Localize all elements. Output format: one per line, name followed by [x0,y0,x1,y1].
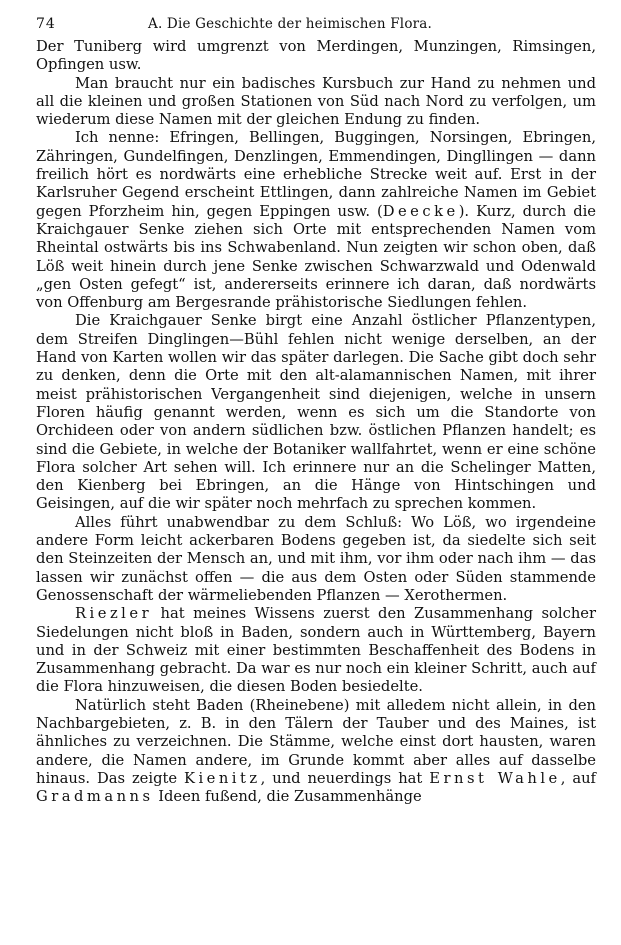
paragraph [36,514,596,605]
paragraph [36,75,596,130]
spaced-name: Ernst Wahle [429,769,561,787]
text-segment: Alles führt unabwendbar zu dem Schluß: Wo Löß, wo irgendeine andere Form leicht ackerbaren Bodens gegeben ist, da siedelte sich seit den Steinzeiten der Mensch an, und mit ihm, vor ihm oder nach ihm — das lassen wir zunächst offen — die aus dem Osten oder Süden stammende Genossenschaft der wärmeliebenden Pflanzen — Xerothermen. [36,513,596,604]
text-segment: Natürlich steht Baden (Rheinebene) mit alledem nicht allein, in den Nachbargebieten, z. B. in den Tälern der Tauber und des Maines, ist ähnliches zu verzeichnen. Die Stämme, welche einst dort hausten, waren andere, die Namen andere, im Grunde kommt aber alles auf dasselbe hinaus. Das zeigte [36,696,596,787]
page-number: 74 [36,16,56,32]
paragraph [36,697,596,807]
text-segment: Der Tuniberg wird umgrenzt von Merdingen, Munzingen, Rimsingen, Opfingen usw. [36,38,596,74]
text-segment: Ich nenne: Efringen, Bellingen, Buggingen, Norsingen, Ebringen, Zähringen, Gundelfingen, Denzlingen, Emmendingen, Dingllingen — dann freilich hört es nordwärts eine erhebliche Strecke weit auf. Erst in der Karlsruher Gegend erscheint Ettlingen, dann zahlreiche Namen im Gebiet gegen Pforzheim hin, gegen Eppingen usw. ( [36,129,596,220]
text-segment: ). Kurz, durch die Kraichgauer Senke ziehen sich Orte mit entsprechenden Namen vom Rheintal ostwärts bis ins Schwabenland. Nun zeigten wir schon oben, daß Löß weit hinein durch jene Senke zwischen Schwarzwald und Odenwald „gen Osten gefegt“ ist, andererseits erinnere ich daran, daß nordwärts von Offenburg am Bergesrande prähistorische Siedlungen fehlen. [36,202,596,312]
body-text [36,38,596,806]
spaced-name: Deecke [382,202,459,220]
paragraph [36,605,596,696]
text-segment: , auf [560,769,596,787]
running-title: A. Die Geschichte der heimischen Flora. [148,16,433,32]
paragraph [36,38,596,75]
page [36,12,596,806]
spaced-name: Riezler [75,605,153,623]
spaced-name: Gradmanns [36,788,154,806]
text-segment: Die Kraichgauer Senke birgt eine Anzahl östlicher Pflanzentypen, dem Streifen Dinglingen—Bühl fehlen nicht wenige derselben, an der Hand von Karten wollen wir das später darlegen. Die Sache gibt doch sehr zu denken, denn die Orte mit den alt-alamannischen Namen, mit ihrer meist prähistorischen Vergangenheit sind diejenigen, welche in unsern Floren häufig genannt werden, wenn es sich um die Standorte von Orchideen oder von andern südlichen bzw. östlichen Pflanzen handelt; es sind die Gebiete, in welche der Botaniker wallfahrtet, wenn er eine schöne Flora solcher Art sehen will. Ich erinnere nur an die Schelinger Matten, den Kienberg bei Ebringen, an die Hänge von Hintschingen und Geisingen, auf die wir später noch mehrfach zu sprechen kommen. [36,312,596,513]
paragraph [36,312,596,513]
text-segment: hat meines Wissens zuerst den Zusammenhang solcher Siedelungen nicht bloß in Baden, sondern auch in Württemberg, Bayern und in der Schweiz mit einer bestimmten Beschaffenheit des Bodens in Zusammenhang gebracht. Da war es nur noch ein kleiner Schritt, auch auf die Flora hinzuweisen, die diesen Boden besiedelte. [36,605,596,696]
paragraph [36,129,596,312]
spaced-name: Kienitz [183,769,261,787]
text-segment: Ideen fußend, die Zusammenhänge [153,788,422,806]
page-header [36,12,596,38]
text-segment: Man braucht nur ein badisches Kursbuch zur Hand zu nehmen und all die kleinen und großen Stationen von Süd nach Nord zu verfolgen, um wiederum diese Namen mit der gleichen Endung zu finden. [36,74,596,129]
text-segment: , und neuerdings hat [260,769,430,787]
